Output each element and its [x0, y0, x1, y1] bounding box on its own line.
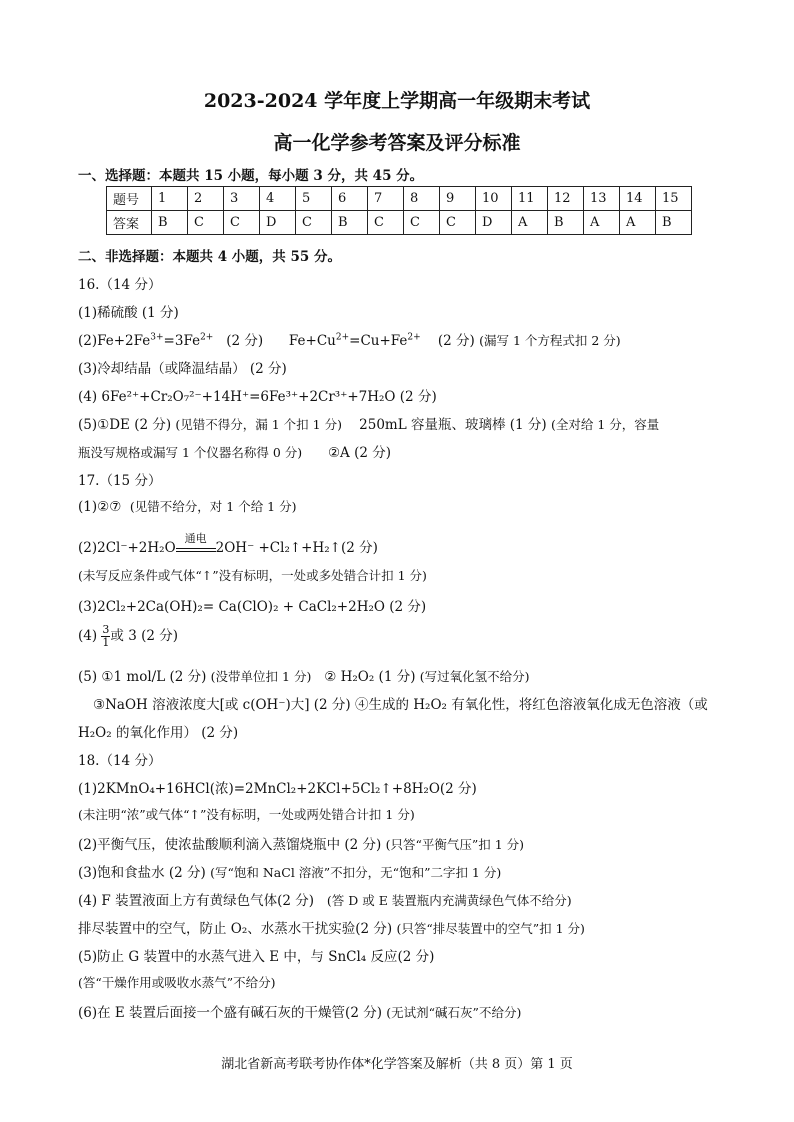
answer-cell: B [656, 211, 692, 235]
question-number-cell: 4 [260, 187, 296, 211]
q16-line-4: (4) 6Fe²⁺+Cr₂O₇²⁻+14H⁺=6Fe³⁺+2Cr³⁺+7H₂O (2 分) [78, 389, 437, 405]
answer-cell: D [476, 211, 512, 235]
exam-subtitle: 高一化学参考答案及评分标准 [273, 132, 521, 154]
answer-cell: C [224, 211, 260, 235]
section-1-heading: 一、选择题：本题共 15 小题，每小题 3 分，共 45 分。 [78, 168, 424, 184]
table-row [107, 211, 692, 235]
q17-line-4: (3)2Cl₂+2Ca(OH)₂= Ca(ClO)₂ + CaCl₂+2H₂O (2 分) [78, 599, 427, 615]
q16-line-3: (3)冷却结晶（或降温结晶） (2 分) [78, 361, 287, 377]
question-number-cell: 13 [584, 187, 620, 211]
q18-line-1: (1)2KMnO₄+16HCl(浓)=2MnCl₂+2KCl+5Cl₂↑+8H₂O(2 分) [78, 781, 477, 797]
q17-line-5: (4) $\frac{3}{1}$ 或 3 (2 分) [78, 623, 179, 649]
q16-line-1: (1)稀硫酸 (1 分) [78, 305, 179, 321]
question-number-cell: 3 [224, 187, 260, 211]
answer-cell: C [440, 211, 476, 235]
answer-cell: D [260, 211, 296, 235]
q17-line-8: H₂O₂ 的氧化作用） (2 分) [78, 725, 239, 741]
q17-line-1: (1)②⑦ (见错不给分，对 1 个给 1 分) [78, 499, 297, 515]
question-number-cell: 11 [512, 187, 548, 211]
question-number-cell: 8 [404, 187, 440, 211]
q18-line-4: (3)饱和食盐水 (2 分) (写“饱和 NaCl 溶液”不扣分，无“饱和”二字扣 1 分) [78, 865, 502, 881]
row-label-number: 题号 [107, 187, 152, 211]
question-number-cell: 10 [476, 187, 512, 211]
question-number-cell: 9 [440, 187, 476, 211]
q17-line-3: (未写反应条件或气体“↑”没有标明，一处或多处错合计扣 1 分) [78, 568, 427, 583]
answer-cell: B [152, 211, 188, 235]
q16-heading: 16.（14 分） [78, 277, 162, 293]
answer-cell: A [584, 211, 620, 235]
q18-line-7: (5)防止 G 装置中的水蒸气进入 E 中，与 SnCl₄ 反应(2 分) [78, 949, 435, 965]
q17-line-7: ③NaOH 溶液浓度大[或 c(OH⁻)大] (2 分) ④生成的 H₂O₂ 有氧化性，将红色溶液氧化成无色溶液（或 [93, 697, 708, 713]
answer-cell: C [296, 211, 332, 235]
answer-cell: A [620, 211, 656, 235]
question-number-cell: 6 [332, 187, 368, 211]
answer-cell: C [188, 211, 224, 235]
question-number-cell: 12 [548, 187, 584, 211]
q18-line-8: (答“干燥作用或吸收水蒸气”不给分) [78, 975, 276, 990]
answer-cell: C [404, 211, 440, 235]
question-number-cell: 1 [152, 187, 188, 211]
exam-title: 2023-2024 学年度上学期高一年级期末考试 [203, 90, 591, 112]
q16-line-6: 瓶没写规格或漏写 1 个仪器名称得 0 分) ②A (2 分) [78, 445, 391, 461]
answer-cell: C [368, 211, 404, 235]
fraction: $\frac{3}{1}$ [102, 623, 110, 649]
q17-line-2: (2)2Cl⁻+2H₂O 通电 2OH⁻ +Cl₂↑+H₂↑(2 分) [78, 532, 378, 556]
question-number-cell: 2 [188, 187, 224, 211]
q17-heading: 17.（15 分） [78, 473, 162, 489]
q17-line-6: (5) ①1 mol/L (2 分) (没带单位扣 1 分) ② H₂O₂ (1 分) (写过氧化氢不给分) [78, 669, 530, 685]
question-number-cell: 5 [296, 187, 332, 211]
table-row [107, 187, 692, 211]
q18-line-3: (2)平衡气压，使浓盐酸顺利滴入蒸馏烧瓶中 (2 分) (只答“平衡气压”扣 1 分) [78, 837, 525, 853]
q18-heading: 18.（14 分） [78, 753, 162, 769]
answer-cell: B [548, 211, 584, 235]
section-2-heading: 二、非选择题：本题共 4 小题，共 55 分。 [78, 249, 341, 265]
answer-table [106, 186, 692, 235]
question-number-cell: 14 [620, 187, 656, 211]
row-label-answer: 答案 [107, 211, 152, 235]
q18-line-2: (未注明“浓”或气体“↑”没有标明，一处或两处错合计扣 1 分) [78, 807, 415, 822]
answer-cell: B [332, 211, 368, 235]
question-number-cell: 15 [656, 187, 692, 211]
answer-cell: A [512, 211, 548, 235]
question-number-cell: 7 [368, 187, 404, 211]
page-footer: 湖北省新高考联考协作体*化学答案及解析（共 8 页）第 1 页 [221, 1057, 573, 1072]
q16-line-2: $(2)Fe+2Fe^{3+}=3Fe^{2+}$ (2 分) $Fe+Cu^{2+}=Cu+Fe^{2+}$ (2 分) (漏写 1 个方程式扣 2 分) [78, 332, 621, 349]
q18-line-9: (6)在 E 装置后面接一个盛有碱石灰的干燥管(2 分) (无试剂“碱石灰”不给分) [78, 1005, 522, 1021]
q18-line-6: 排尽装置中的空气，防止 O₂、水蒸水干扰实验(2 分) (只答“排尽装置中的空气”扣 1 分) [78, 921, 585, 937]
q16-line-5: (5)①DE (2 分) (见错不得分，漏 1 个扣 1 分) 250mL 容量瓶、玻璃棒 (1 分) (全对给 1 分，容量 [78, 417, 660, 433]
q18-line-5: (4) F 装置液面上方有黄绿色气体(2 分) (答 D 或 E 装置瓶内充满黄绿色气体不给分) [78, 893, 572, 909]
electrolysis-condition: 通电 [176, 541, 216, 552]
